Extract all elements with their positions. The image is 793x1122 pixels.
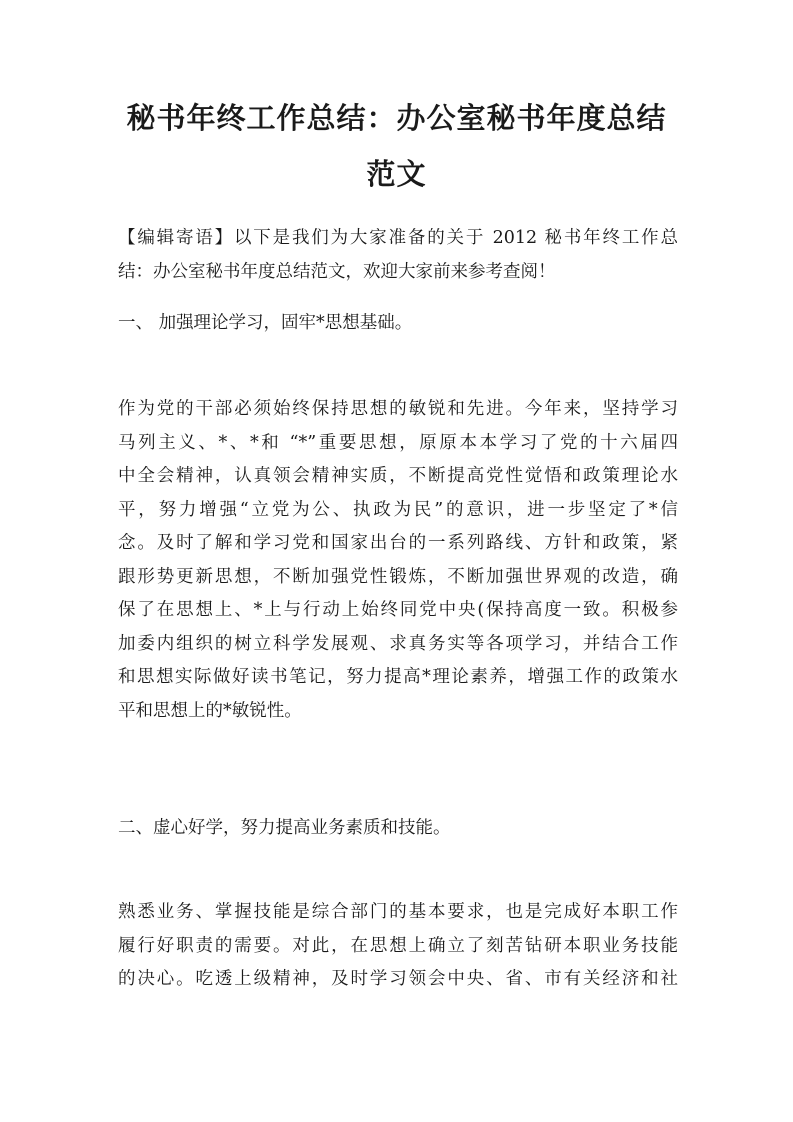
text-line: 【编辑寄语】以下是我们为大家准备的关于 2012 秘书年终工作总: [118, 228, 678, 248]
section-1-paragraph: [118, 393, 678, 728]
text-line: 念。及时了解和学习党和国家出台的一系列路线、方针和政策，紧: [118, 533, 678, 553]
text-line: 跟形势更新思想，不断加强党性锻炼，不断加强世界观的改造，确: [118, 566, 678, 587]
text-line: 作为党的干部必须始终保持思想的敏锐和先进。今年来，坚持学习: [118, 399, 678, 419]
text-line: 平和思想上的*敏锐性。: [118, 700, 302, 721]
text-line: 保了在思想上、*上与行动上始终同党中央(保持高度一致。积极参: [118, 600, 678, 620]
text-line: 加委内组织的树立科学发展观、求真务实等各项学习，并结合工作: [118, 633, 678, 654]
section-heading-1: [118, 307, 678, 341]
text-line: 的决心。吃透上级精神，及时学习领会中央、省、市有关经济和社: [118, 969, 678, 989]
text-line: 平，努力增强“立党为公、执政为民”的意识，进一步坚定了*信: [118, 499, 678, 520]
document-title-line-1: 秘书年终工作总结：办公室秘书年度总结: [126, 101, 667, 135]
text-line: 马列主义、*、*和 “*”重要思想，原原本本学习了党的十六届四: [118, 432, 678, 453]
text-line: 和思想实际做好读书笔记，努力提高*理论素养，增强工作的政策水: [118, 667, 678, 687]
section-2-paragraph: [118, 896, 678, 997]
text-line: 中全会精神，认真领会精神实质，不断提高党性觉悟和政策理论水: [118, 466, 678, 486]
text-line: 履行好职责的需要。对此，在思想上确立了刻苦钻研本职业务技能: [118, 935, 678, 956]
editor-note-paragraph: [118, 222, 678, 289]
heading-text: 二、虚心好学，努力提高业务素质和技能。: [118, 818, 451, 838]
section-heading-2: [118, 812, 678, 846]
text-line: 熟悉业务、掌握技能是综合部门的基本要求，也是完成好本职工作: [118, 902, 678, 922]
text-line: 结：办公室秘书年度总结范文，欢迎大家前来参考查阅！: [118, 261, 556, 282]
document-title-line-2: 范文: [366, 157, 427, 191]
heading-text: 一、 加强理论学习，固牢*思想基础。: [118, 313, 413, 333]
